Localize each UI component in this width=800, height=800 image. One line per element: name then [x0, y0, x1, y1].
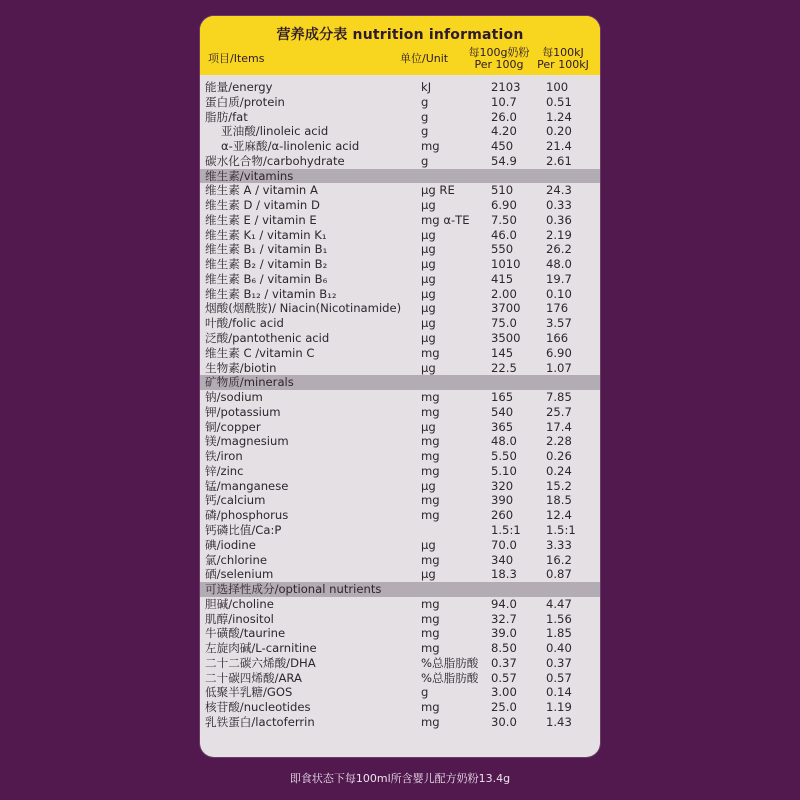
value-per-100g: 510 [491, 183, 514, 198]
table-row [200, 420, 600, 435]
nutrient-unit: μg [421, 316, 436, 331]
nutrient-unit: μg [421, 198, 436, 213]
value-per-100kj: 15.2 [546, 478, 572, 493]
value-per-100kj: 19.7 [546, 271, 572, 286]
table-row [200, 700, 600, 715]
value-per-100g: 7.50 [491, 212, 517, 227]
nutrient-unit: %总脂肪酸 [421, 670, 479, 685]
value-per-100g: 54.9 [491, 153, 517, 168]
value-per-100g: 39.0 [491, 626, 517, 641]
value-per-100kj: 0.87 [546, 567, 572, 582]
table-row [200, 641, 600, 656]
table-row [200, 390, 600, 405]
value-per-100g: 5.10 [491, 463, 517, 478]
nutrient-unit: mg [421, 508, 440, 523]
nutrient-unit: μg [421, 567, 436, 582]
value-per-100kj: 1.43 [546, 714, 572, 729]
nutrient-unit: g [421, 124, 429, 139]
nutrient-unit: μg [421, 360, 436, 375]
column-header-per-100g [468, 47, 530, 71]
value-per-100kj: 21.4 [546, 139, 572, 154]
nutrient-unit: mg [421, 493, 440, 508]
value-per-100g: 365 [491, 419, 514, 434]
value-per-100g: 30.0 [491, 714, 517, 729]
value-per-100g: 22.5 [491, 360, 517, 375]
table-row [200, 80, 600, 95]
table-body [200, 80, 600, 730]
value-per-100g: 1.5:1 [491, 522, 521, 537]
nutrient-name: 泛酸/pantothenic acid [205, 331, 330, 346]
nutrient-unit: mg [421, 139, 440, 154]
nutrient-unit: mg [421, 641, 440, 656]
value-per-100g: 415 [491, 271, 514, 286]
value-per-100g: 3700 [491, 301, 521, 316]
nutrient-name: 铜/copper [205, 419, 261, 434]
value-per-100g: 3500 [491, 331, 521, 346]
table-row [200, 715, 600, 730]
value-per-100g: 0.57 [491, 670, 517, 685]
value-per-100g: 340 [491, 552, 514, 567]
value-per-100kj: 6.90 [546, 345, 572, 360]
value-per-100kj: 0.20 [546, 124, 572, 139]
value-per-100kj: 1.19 [546, 700, 572, 715]
value-per-100kj: 1.24 [546, 109, 572, 124]
table-row [200, 95, 600, 110]
table-row [200, 228, 600, 243]
table-row [200, 523, 600, 538]
nutrient-name: 磷/phosphorus [205, 508, 289, 523]
value-per-100g: 94.0 [491, 596, 517, 611]
nutrient-name: 低聚半乳糖/GOS [205, 685, 293, 700]
value-per-100kj: 2.19 [546, 227, 572, 242]
nutrient-unit: μg [421, 257, 436, 272]
value-per-100kj: 18.5 [546, 493, 572, 508]
value-per-100g: 48.0 [491, 434, 517, 449]
nutrient-name: 维生素 K₁ / vitamin K₁ [205, 227, 327, 242]
table-row [200, 612, 600, 627]
table-row [200, 287, 600, 302]
value-per-100g: 165 [491, 390, 514, 405]
value-per-100g: 260 [491, 508, 514, 523]
nutrient-unit: g [421, 109, 429, 124]
nutrient-unit: mg [421, 390, 440, 405]
nutrient-name: 核苷酸/nucleotides [205, 700, 311, 715]
nutrient-unit: μg [421, 478, 436, 493]
value-per-100g: 2.00 [491, 286, 517, 301]
nutrient-unit: mg [421, 596, 440, 611]
nutrient-unit: mg [421, 714, 440, 729]
section-header: 矿物质/minerals [200, 375, 600, 390]
nutrient-name: 能量/energy [205, 80, 273, 94]
table-row [200, 434, 600, 449]
nutrient-unit: mg [421, 611, 440, 626]
nutrient-unit: μg [421, 537, 436, 552]
nutrient-name: 钾/potassium [205, 404, 281, 419]
nutrient-unit: μg [421, 227, 436, 242]
column-header-per-100kj [532, 47, 594, 71]
value-per-100kj: 0.33 [546, 198, 572, 213]
table-row [200, 464, 600, 479]
nutrient-name: 镁/magnesium [205, 434, 289, 449]
table-row [200, 110, 600, 125]
nutrient-name: 维生素 E / vitamin E [205, 212, 317, 227]
nutrient-unit: μg [421, 301, 436, 316]
value-per-100g: 1010 [491, 257, 521, 272]
nutrient-name: 碳水化合物/carbohydrate [205, 153, 345, 168]
nutrient-unit: μg [421, 419, 436, 434]
value-per-100g: 540 [491, 404, 514, 419]
value-per-100kj: 1.85 [546, 626, 572, 641]
nutrient-name: 钙/calcium [205, 493, 266, 508]
table-row [200, 405, 600, 420]
column-header-per-100g-en: Per 100g [474, 58, 524, 71]
table-row [200, 198, 600, 213]
nutrient-name: 维生素 B₁ / vitamin B₁ [205, 242, 328, 257]
nutrient-name: 锌/zinc [205, 463, 244, 478]
nutrient-name: 二十碳四烯酸/ARA [205, 670, 302, 685]
table-row [200, 493, 600, 508]
value-per-100g: 8.50 [491, 641, 517, 656]
value-per-100g: 390 [491, 493, 514, 508]
table-row [200, 242, 600, 257]
table-row [200, 597, 600, 612]
table-row [200, 331, 600, 346]
value-per-100g: 145 [491, 345, 514, 360]
nutrient-unit: g [421, 94, 429, 109]
value-per-100g: 10.7 [491, 94, 517, 109]
nutrient-unit: μg [421, 271, 436, 286]
nutrient-unit: μg [421, 242, 436, 257]
value-per-100kj: 0.51 [546, 94, 572, 109]
value-per-100kj: 17.4 [546, 419, 572, 434]
section-header: 可选择性成分/optional nutrients [200, 582, 600, 597]
nutrient-name: 脂肪/fat [205, 109, 248, 124]
nutrient-name: 乳铁蛋白/lactoferrin [205, 714, 315, 729]
nutrient-unit: mg [421, 434, 440, 449]
table-row [200, 538, 600, 553]
value-per-100g: 32.7 [491, 611, 517, 626]
nutrient-name: 硒/selenium [205, 567, 274, 582]
nutrient-unit: mg [421, 626, 440, 641]
value-per-100kj: 1.5:1 [546, 522, 576, 537]
table-row [200, 361, 600, 376]
value-per-100g: 70.0 [491, 537, 517, 552]
value-per-100kj: 0.36 [546, 212, 572, 227]
nutrient-unit: mg [421, 700, 440, 715]
column-header-unit: 单位/Unit [400, 52, 449, 65]
value-per-100kj: 100 [546, 80, 569, 94]
nutrient-unit: mg α-TE [421, 212, 470, 227]
table-row [200, 567, 600, 582]
column-header-per-100g-cn: 每100g奶粉 [468, 46, 530, 59]
value-per-100kj: 25.7 [546, 404, 572, 419]
table-header [200, 16, 600, 75]
nutrient-unit: mg [421, 404, 440, 419]
value-per-100g: 3.00 [491, 685, 517, 700]
table-row [200, 257, 600, 272]
nutrient-name: 维生素 A / vitamin A [205, 183, 318, 198]
value-per-100g: 550 [491, 242, 514, 257]
table-row [200, 183, 600, 198]
table-row [200, 346, 600, 361]
table-row [200, 301, 600, 316]
nutrient-name: 胆碱/choline [205, 596, 274, 611]
section-header: 维生素/vitamins [200, 169, 600, 184]
footer-note: 即食状态下每100ml所含婴儿配方奶粉13.4g [289, 772, 511, 785]
table-row [200, 656, 600, 671]
nutrient-name: α-亚麻酸/α-linolenic acid [221, 139, 360, 154]
table-row [200, 272, 600, 287]
nutrition-table-panel [200, 16, 600, 757]
value-per-100g: 6.90 [491, 198, 517, 213]
value-per-100kj: 16.2 [546, 552, 572, 567]
nutrient-name: 牛磺酸/taurine [205, 626, 286, 641]
value-per-100g: 2103 [491, 80, 521, 94]
table-row [200, 213, 600, 228]
table-row [200, 479, 600, 494]
table-row [200, 508, 600, 523]
value-per-100kj: 0.24 [546, 463, 572, 478]
value-per-100kj: 7.85 [546, 390, 572, 405]
nutrient-unit: kJ [421, 80, 432, 94]
value-per-100g: 4.20 [491, 124, 517, 139]
value-per-100kj: 2.28 [546, 434, 572, 449]
value-per-100g: 46.0 [491, 227, 517, 242]
table-title: 营养成分表 nutrition information [276, 27, 524, 43]
table-row [200, 139, 600, 154]
value-per-100kj: 48.0 [546, 257, 572, 272]
value-per-100kj: 4.47 [546, 596, 572, 611]
table-row [200, 626, 600, 641]
value-per-100kj: 3.57 [546, 316, 572, 331]
value-per-100kj: 0.14 [546, 685, 572, 700]
table-row [200, 671, 600, 686]
nutrient-name: 碘/iodine [205, 537, 256, 552]
value-per-100kj: 26.2 [546, 242, 572, 257]
table-row [200, 316, 600, 331]
nutrient-unit: mg [421, 345, 440, 360]
nutrient-unit: μg [421, 331, 436, 346]
value-per-100kj: 3.33 [546, 537, 572, 552]
nutrient-name: 铁/iron [205, 449, 243, 464]
nutrient-name: 氯/chlorine [205, 552, 268, 567]
nutrient-name: 肌醇/inositol [205, 611, 274, 626]
nutrient-name: 维生素 B₂ / vitamin B₂ [205, 257, 328, 272]
value-per-100kj: 166 [546, 331, 569, 346]
value-per-100g: 26.0 [491, 109, 517, 124]
value-per-100kj: 0.57 [546, 670, 572, 685]
value-per-100kj: 1.56 [546, 611, 572, 626]
nutrient-unit: mg [421, 552, 440, 567]
nutrient-name: 维生素 C /vitamin C [205, 345, 315, 360]
column-header-per-100kj-cn: 每100kJ [542, 46, 584, 59]
nutrient-unit: mg [421, 449, 440, 464]
value-per-100kj: 0.10 [546, 286, 572, 301]
nutrient-name: 蛋白质/protein [205, 94, 285, 109]
value-per-100g: 18.3 [491, 567, 517, 582]
value-per-100kj: 12.4 [546, 508, 572, 523]
nutrient-name: 生物素/biotin [205, 360, 277, 375]
nutrient-unit: %总脂肪酸 [421, 655, 479, 670]
column-header-per-100kj-en: Per 100kJ [537, 58, 589, 71]
nutrient-name: 左旋肉碱/L-carnitine [205, 641, 317, 656]
nutrient-unit: mg [421, 463, 440, 478]
nutrient-name: 钠/sodium [205, 390, 263, 405]
nutrient-name: 锰/manganese [205, 478, 289, 493]
table-row [200, 685, 600, 700]
value-per-100g: 25.0 [491, 700, 517, 715]
value-per-100g: 75.0 [491, 316, 517, 331]
table-row [200, 553, 600, 568]
value-per-100g: 5.50 [491, 449, 517, 464]
nutrient-name: 烟酸(烟酰胺)/ Niacin(Nicotinamide) [205, 301, 402, 316]
nutrient-unit: μg [421, 286, 436, 301]
nutrient-name: 亚油酸/linoleic acid [221, 124, 329, 139]
nutrient-name: 钙磷比值/Ca:P [205, 522, 282, 537]
value-per-100g: 450 [491, 139, 514, 154]
nutrient-name: 维生素 B₁₂ / vitamin B₁₂ [205, 286, 337, 301]
table-row [200, 449, 600, 464]
nutrient-name: 维生素 B₆ / vitamin B₆ [205, 271, 328, 286]
nutrient-name: 二十二碳六烯酸/DHA [205, 655, 316, 670]
table-row [200, 154, 600, 169]
value-per-100kj: 176 [546, 301, 569, 316]
nutrient-name: 叶酸/folic acid [205, 316, 284, 331]
value-per-100kj: 0.26 [546, 449, 572, 464]
value-per-100g: 0.37 [491, 655, 517, 670]
column-header-items: 项目/Items [208, 52, 265, 65]
nutrient-unit: g [421, 685, 429, 700]
value-per-100kj: 24.3 [546, 183, 572, 198]
value-per-100kj: 0.40 [546, 641, 572, 656]
value-per-100kj: 1.07 [546, 360, 572, 375]
nutrient-unit: μg RE [421, 183, 455, 198]
value-per-100g: 320 [491, 478, 514, 493]
table-row [200, 124, 600, 139]
value-per-100kj: 0.37 [546, 655, 572, 670]
value-per-100kj: 2.61 [546, 153, 572, 168]
nutrient-unit: g [421, 153, 429, 168]
nutrient-name: 维生素 D / vitamin D [205, 198, 320, 213]
